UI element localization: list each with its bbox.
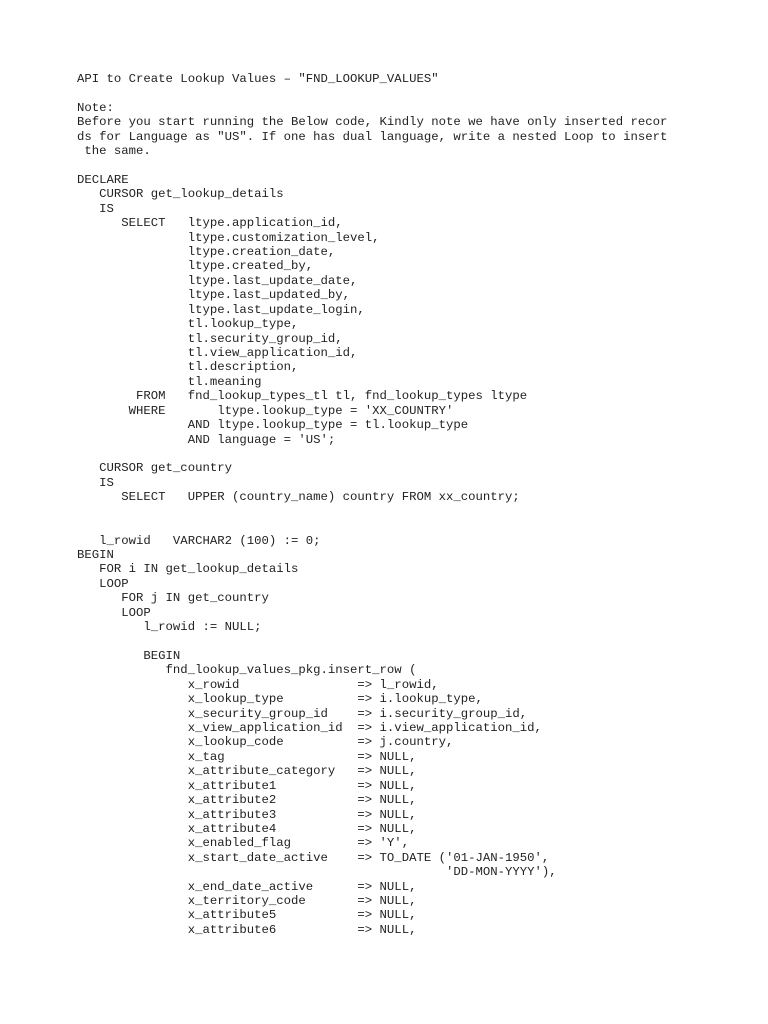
code-line: Before you start running the Below code, Kindly note we have only inserted recor (77, 115, 668, 130)
code-line (77, 159, 757, 173)
code-line: x_territory_code => NULL, (77, 894, 417, 909)
code-line: IS (77, 201, 114, 216)
code-line: ltype.last_update_login, (77, 302, 365, 317)
code-line: CURSOR get_country (77, 461, 232, 476)
code-line: tl.meaning (77, 374, 262, 389)
code-line: x_attribute1 => NULL, (77, 778, 417, 793)
code-line: DECLARE (77, 172, 129, 187)
code-line: LOOP (77, 605, 151, 620)
code-line: x_attribute6 => NULL, (77, 922, 417, 937)
code-line: x_enabled_flag => 'Y', (77, 836, 410, 851)
code-line: ds for Language as "US". If one has dual language, write a nested Loop to insert (77, 129, 668, 144)
code-line: x_attribute4 => NULL, (77, 821, 417, 836)
code-line: x_rowid => l_rowid, (77, 677, 439, 692)
code-line: tl.lookup_type, (77, 317, 299, 332)
code-line: FOR j IN get_country (77, 591, 269, 606)
code-line: FROM fnd_lookup_types_tl tl, fnd_lookup_types ltype (77, 389, 528, 404)
code-line: AND ltype.lookup_type = tl.lookup_type (77, 418, 469, 433)
document-title: API to Create Lookup Values – "FND_LOOKUP_VALUES" (77, 72, 439, 86)
code-line: tl.view_application_id, (77, 346, 358, 361)
code-line (77, 447, 757, 461)
code-line: x_security_group_id => i.security_group_id, (77, 706, 528, 721)
code-line: BEGIN (77, 648, 181, 663)
code-line (77, 519, 757, 533)
code-line: LOOP (77, 576, 129, 591)
code-line: IS (77, 475, 114, 490)
code-line: SELECT UPPER (country_name) country FROM xx_country; (77, 490, 520, 505)
code-line: tl.description, (77, 360, 299, 375)
code-line: 'DD-MON-YYYY'), (77, 865, 557, 880)
code-line: x_end_date_active => NULL, (77, 879, 417, 894)
code-line: SELECT ltype.application_id, (77, 216, 343, 231)
code-line (77, 86, 757, 100)
code-line: tl.security_group_id, (77, 331, 343, 346)
code-line: Note: (77, 100, 114, 115)
code-line: ltype.created_by, (77, 259, 314, 274)
code-line: x_attribute3 => NULL, (77, 807, 417, 822)
code-line: x_lookup_code => j.country, (77, 735, 454, 750)
code-line: x_start_date_active => TO_DATE ('01-JAN-1950', (77, 850, 550, 865)
code-line: x_attribute5 => NULL, (77, 908, 417, 923)
code-line: x_tag => NULL, (77, 749, 417, 764)
code-document (77, 72, 757, 937)
code-line: CURSOR get_lookup_details (77, 187, 284, 202)
code-line: the same. (77, 144, 151, 159)
code-line: ltype.customization_level, (77, 230, 380, 245)
code-line: x_lookup_type => i.lookup_type, (77, 692, 483, 707)
code-line: l_rowid := NULL; (77, 620, 262, 635)
code-line: x_attribute2 => NULL, (77, 793, 417, 808)
code-line: BEGIN (77, 547, 114, 562)
code-line: WHERE ltype.lookup_type = 'XX_COUNTRY' (77, 403, 454, 418)
code-line: ltype.last_updated_by, (77, 288, 351, 303)
code-line: x_attribute_category => NULL, (77, 764, 417, 779)
code-line: ltype.creation_date, (77, 245, 336, 260)
code-line: AND language = 'US'; (77, 432, 336, 447)
code-line (77, 505, 757, 519)
code-line: fnd_lookup_values_pkg.insert_row ( (77, 663, 417, 678)
code-line: FOR i IN get_lookup_details (77, 562, 299, 577)
code-line: x_view_application_id => i.view_application_id, (77, 720, 542, 735)
code-line (77, 634, 757, 648)
code-line: ltype.last_update_date, (77, 273, 358, 288)
code-line: l_rowid VARCHAR2 (100) := 0; (77, 533, 321, 548)
